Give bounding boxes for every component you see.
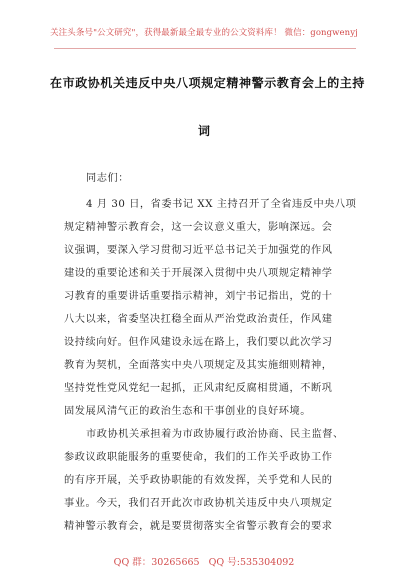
paragraph-line: 建设的重要论述和关于开展深入贯彻中央八项规定精神学 xyxy=(64,268,333,279)
paragraph-line: 教育为契机，全面落实中央八项规定及其实施细则精神， xyxy=(64,360,333,371)
paragraph-line: 设持续向好。但作风建设永远在路上，我们要以此次学习 xyxy=(64,337,333,348)
footer-qq-number: QQ 号:535304092 xyxy=(208,557,295,568)
document-title-continuation: 词 xyxy=(197,124,210,138)
paragraph-line: 规定精神警示教育会，这一会议意义重大，影响深远。会 xyxy=(64,222,333,233)
document-title: 在市政协机关违反中央八项规定精神警示教育会上的主持 xyxy=(50,76,366,90)
paragraph-line: 参政议政职能服务的重要使命，我们的工作关乎政协工作 xyxy=(64,452,333,463)
paragraph-line: 固发展风清气正的政治生态和干事创业的良好环境。 xyxy=(64,406,311,417)
paragraph-line: 八大以来，省委坚决扛稳全面从严治党政治责任，作风建 xyxy=(64,314,333,325)
paragraph-line: 4 月 30 日，省委书记 XX 主持召开了全省违反中央八项 xyxy=(86,199,357,210)
footer-qq-group: QQ 群：30265665 xyxy=(113,557,200,568)
paragraph-line: 坚持党性党风党纪一起抓，正风肃纪反腐相贯通，不断巩 xyxy=(64,383,333,394)
header-promo-text: 关注头条号"公文研究"，获得最新最全最专业的公文资料库！ 微信：gongwenyj xyxy=(50,28,358,38)
paragraph-line: 的有序开展，关乎政协职能的有效发挥，关乎党和人民的 xyxy=(64,475,333,486)
paragraph-line: 议强调，要深入学习贯彻习近平总书记关于加强党的作风 xyxy=(64,245,333,256)
paragraph-line: 市政协机关承担着为市政协履行政治协商、民主监督、 xyxy=(86,429,344,440)
paragraph-line: 习教育的重要讲话重要指示精神，刘宁书记指出，党的十 xyxy=(64,291,333,302)
paragraph-line: 精神警示教育会，就是要贯彻落实全省警示教育会的要求 xyxy=(64,521,333,532)
footer-contact xyxy=(0,554,408,568)
salutation: 同志们： xyxy=(86,173,129,184)
paragraph-line: 事业。今天，我们召开此次市政协机关违反中央八项规定 xyxy=(64,498,333,509)
header-divider xyxy=(54,48,356,49)
